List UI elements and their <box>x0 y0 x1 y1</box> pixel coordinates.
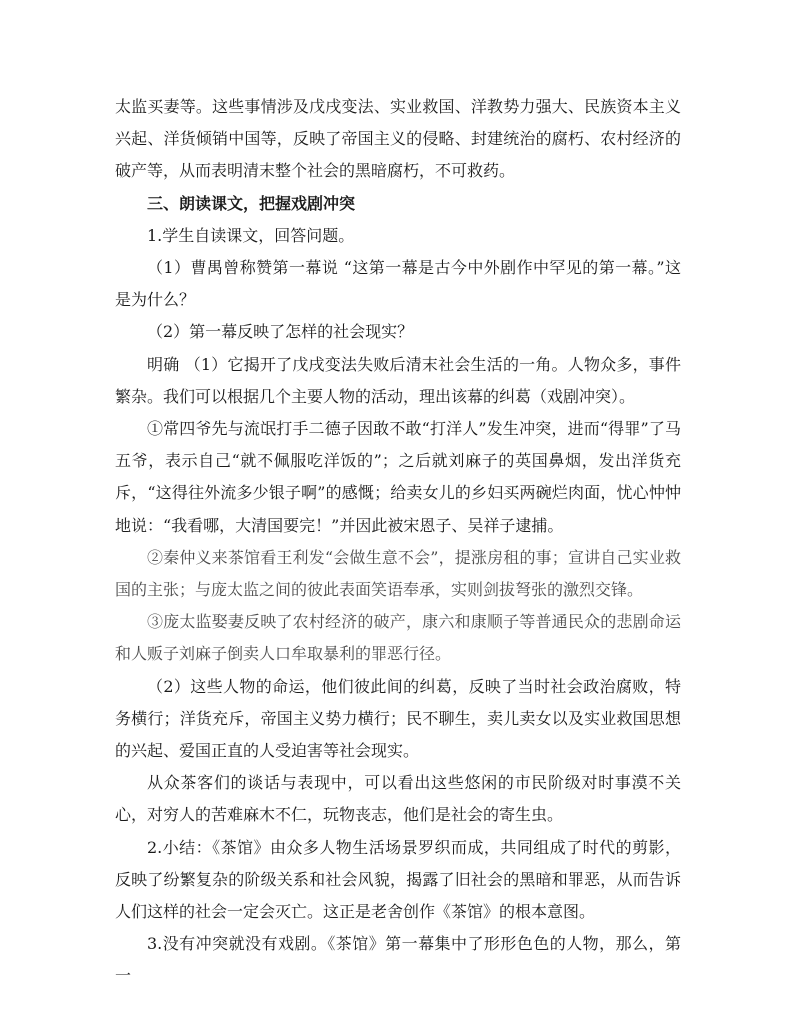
paragraph: 3.没有冲突就没有戏剧。《茶馆》第一幕集中了形形色色的人物，那么，第一 <box>115 934 681 986</box>
paragraph-continuation: 太监买妻等。这些事情涉及戊戌变法、实业救国、洋教势力强大、民族资本主义兴起、洋货倾销中国等，反映了帝国主义的侵略、封建统治的腐朽、农村经济的破产等，从而表明清末整个社会的黑暗腐朽，不可救药。 <box>115 97 681 181</box>
paragraph: 从众茶客们的谈话与表现中，可以看出这些悠闲的市民阶级对时事漠不关心，对穷人的苦难麻木不仁，玩物丧志，他们是社会的寄生虫。 <box>115 773 681 825</box>
summary-paragraph: 2.小结：《茶馆》由众多人物生活场景罗织而成，共同组成了时代的剪影，反映了纷繁复杂的阶级关系和社会风貌，揭露了旧社会的黑暗和罪恶，从而告诉人们这样的社会一定会灭亡。这正是老舍创作《茶馆》的根本意图。 <box>115 837 681 922</box>
answer-paragraph-2: （2）这些人物的命运，他们彼此间的纠葛，反映了当时社会政治腐败，特务横行；洋货充斥，帝国主义势力横行；民不聊生，卖儿卖女以及实业救国思想的兴起、爱国正直的人受迫害等社会现实。 <box>115 676 681 761</box>
answer-paragraph: 明确 （1）它揭开了戊戌变法失败后清末社会生活的一角。人物众多，事件繁杂。我们可以根据几个主要人物的活动，理出该幕的纠葛（戏剧冲突）。 <box>115 354 681 406</box>
question-2: （2）第一幕反映了怎样的社会现实？ <box>147 322 414 342</box>
answer-point-3: ③庞太监娶妻反映了农村经济的破产，康六和康顺子等普通民众的悲剧命运和人贩子刘麻子倒卖人口牟取暴利的罪恶行径。 <box>115 612 681 664</box>
body-text <box>115 91 681 993</box>
section-heading: 三、朗读课文，把握戏剧冲突 <box>147 193 356 213</box>
answer-point-2: ②秦仲义来茶馆看王利发“会做生意不会”，提涨房租的事；宣讲自己实业救国的主张；与庞太监之间的彼此表面笑语奉承，实则剑拔弩张的激烈交锋。 <box>115 547 681 600</box>
paragraph: 1.学生自读课文，回答问题。 <box>147 225 355 245</box>
question-1: （1）曹禺曾称赞第一幕说 “这第一幕是古今中外剧作中罕见的第一幕。”这是为什么？ <box>115 258 681 310</box>
answer-point-1: ①常四爷先与流氓打手二德子因敢不敢“打洋人”发生冲突，进而“得罪”了马五爷，表示自己“就不佩服吃洋饭的”；之后就刘麻子的英国鼻烟，发出洋货充斥，“这得往外流多少银子啊”的感慨；给卖女儿的乡妇买两碗烂肉面，忧心忡忡地说：“我看哪，大清国要完！”并因此被宋恩子、吴祥子逮捕。 <box>115 419 681 535</box>
